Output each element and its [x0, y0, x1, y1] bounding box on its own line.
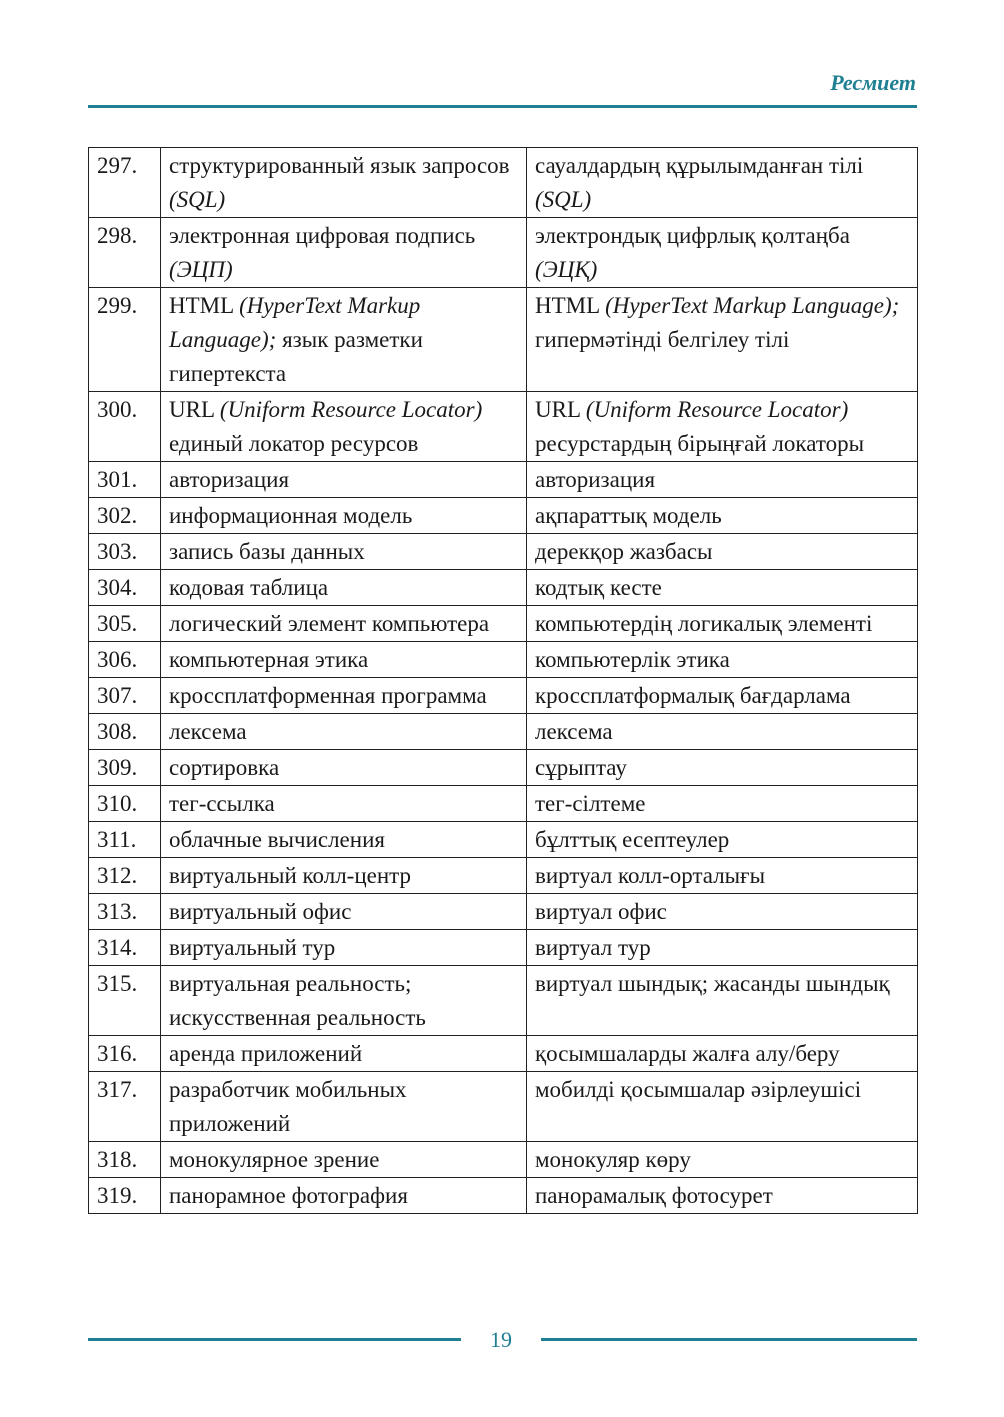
- term-russian: [161, 148, 527, 218]
- term-text: сортировка: [169, 755, 280, 780]
- term-number: 305.: [89, 606, 161, 642]
- term-kazakh: [527, 930, 918, 966]
- term-kazakh: [527, 822, 918, 858]
- term-abbreviation: (Uniform Resource Locator): [219, 397, 483, 422]
- table-row: [89, 786, 918, 822]
- term-text: кодтық кесте: [535, 575, 662, 600]
- term-russian: [161, 966, 527, 1036]
- term-russian: [161, 642, 527, 678]
- term-number: 314.: [89, 930, 161, 966]
- term-russian: [161, 858, 527, 894]
- term-russian: [161, 894, 527, 930]
- term-kazakh: [527, 750, 918, 786]
- term-russian: [161, 498, 527, 534]
- term-text: ақпараттық модель: [535, 503, 722, 528]
- term-russian: [161, 678, 527, 714]
- term-text: виртуал тур: [535, 935, 651, 960]
- term-kazakh: [527, 1036, 918, 1072]
- term-text: тег-ссылка: [169, 791, 275, 816]
- term-text: язык разметки гипертекста: [169, 327, 423, 386]
- term-text: структурированный язык запросов: [169, 153, 510, 178]
- term-kazakh: [527, 570, 918, 606]
- term-text: компьютерлік этика: [535, 647, 730, 672]
- term-kazakh: [527, 966, 918, 1036]
- table-row: [89, 894, 918, 930]
- term-russian: [161, 392, 527, 462]
- term-text: авторизация: [169, 467, 290, 492]
- term-text: сауалдардың құрылымданған тілі: [535, 153, 864, 178]
- table-row: [89, 822, 918, 858]
- term-number: 298.: [89, 218, 161, 288]
- term-number: 319.: [89, 1178, 161, 1214]
- term-abbreviation: (ЭЦП): [169, 257, 233, 282]
- term-text: кроссплатформенная программа: [169, 683, 487, 708]
- term-text: панорамалық фотосурет: [535, 1183, 773, 1208]
- term-number: 310.: [89, 786, 161, 822]
- glossary-table: [88, 147, 918, 1214]
- term-number: 313.: [89, 894, 161, 930]
- term-text: қосымшаларды жалға алу/беру: [535, 1041, 840, 1066]
- term-text: URL: [535, 397, 586, 422]
- table-row: [89, 714, 918, 750]
- term-abbreviation: (SQL): [535, 187, 592, 212]
- page-number: 19: [490, 1327, 512, 1352]
- term-kazakh: [527, 786, 918, 822]
- term-text: HTML: [169, 293, 240, 318]
- table-row: [89, 392, 918, 462]
- term-russian: [161, 606, 527, 642]
- term-kazakh: [527, 894, 918, 930]
- footer-divider-left: [88, 1338, 461, 1341]
- term-abbreviation: (HyperText Markup Language);: [169, 293, 421, 352]
- table-row: [89, 1036, 918, 1072]
- term-text: монокулярное зрение: [169, 1147, 380, 1172]
- term-russian: [161, 930, 527, 966]
- running-header-title: Ресмиет: [830, 70, 916, 95]
- table-row: [89, 288, 918, 392]
- term-kazakh: [527, 462, 918, 498]
- term-kazakh: [527, 858, 918, 894]
- term-number: 306.: [89, 642, 161, 678]
- term-number: 312.: [89, 858, 161, 894]
- term-kazakh: [527, 1072, 918, 1142]
- term-number: 311.: [89, 822, 161, 858]
- term-kazakh: [527, 148, 918, 218]
- term-text: облачные вычисления: [169, 827, 385, 852]
- term-number: 309.: [89, 750, 161, 786]
- term-text: виртуал офис: [535, 899, 667, 924]
- term-number: 299.: [89, 288, 161, 392]
- term-text: виртуальный офис: [169, 899, 352, 924]
- term-number: 297.: [89, 148, 161, 218]
- term-text: электрондық цифрлық қолтаңба: [535, 223, 850, 248]
- term-number: 307.: [89, 678, 161, 714]
- term-kazakh: [527, 642, 918, 678]
- term-russian: [161, 288, 527, 392]
- term-kazakh: [527, 498, 918, 534]
- term-number: 308.: [89, 714, 161, 750]
- table-row: [89, 148, 918, 218]
- term-text: авторизация: [535, 467, 656, 492]
- term-abbreviation: (SQL): [169, 187, 226, 212]
- table-row: [89, 930, 918, 966]
- table-row: [89, 534, 918, 570]
- term-text: панорамное фотография: [169, 1183, 408, 1208]
- table-row: [89, 642, 918, 678]
- term-number: 302.: [89, 498, 161, 534]
- header-divider: [88, 105, 917, 108]
- term-text: виртуал шындық; жасанды шындық: [535, 971, 890, 996]
- table-row: [89, 570, 918, 606]
- term-number: 303.: [89, 534, 161, 570]
- term-text: виртуальная реальность; искусственная реальность: [169, 971, 426, 1030]
- table-row: [89, 858, 918, 894]
- term-russian: [161, 1178, 527, 1214]
- term-text: разработчик мобильных приложений: [169, 1077, 407, 1136]
- term-text: кодовая таблица: [169, 575, 329, 600]
- term-russian: [161, 462, 527, 498]
- table-row: [89, 606, 918, 642]
- term-text: HTML: [535, 293, 606, 318]
- term-russian: [161, 714, 527, 750]
- term-text: кроссплатформалық бағдарлама: [535, 683, 851, 708]
- term-text: единый локатор ресурсов: [169, 431, 419, 456]
- term-text: компьютерная этика: [169, 647, 369, 672]
- term-kazakh: [527, 714, 918, 750]
- term-text: сұрыптау: [535, 755, 627, 780]
- term-text: гипермәтінді белгілеу тілі: [535, 327, 790, 352]
- term-text: запись базы данных: [169, 539, 365, 564]
- term-kazakh: [527, 1142, 918, 1178]
- term-number: 318.: [89, 1142, 161, 1178]
- table-row: [89, 1072, 918, 1142]
- term-kazakh: [527, 606, 918, 642]
- footer-divider-right: [541, 1338, 917, 1341]
- term-russian: [161, 534, 527, 570]
- term-text: дерекқор жазбасы: [535, 539, 713, 564]
- term-russian: [161, 218, 527, 288]
- term-number: 316.: [89, 1036, 161, 1072]
- table-row: [89, 218, 918, 288]
- term-text: компьютердің логикалық элементі: [535, 611, 873, 636]
- term-text: бұлттық есептеулер: [535, 827, 730, 852]
- table-row: [89, 498, 918, 534]
- term-text: лексема: [169, 719, 247, 744]
- table-row: [89, 966, 918, 1036]
- term-number: 304.: [89, 570, 161, 606]
- glossary-table-body: [89, 148, 918, 1214]
- term-kazakh: [527, 1178, 918, 1214]
- term-russian: [161, 1142, 527, 1178]
- term-abbreviation: (HyperText Markup Language);: [605, 293, 900, 318]
- table-row: [89, 1142, 918, 1178]
- term-text: лексема: [535, 719, 613, 744]
- table-row: [89, 678, 918, 714]
- table-row: [89, 750, 918, 786]
- term-text: информационная модель: [169, 503, 413, 528]
- term-kazakh: [527, 678, 918, 714]
- table-row: [89, 1178, 918, 1214]
- term-russian: [161, 786, 527, 822]
- term-text: виртуальный тур: [169, 935, 336, 960]
- term-number: 315.: [89, 966, 161, 1036]
- term-russian: [161, 822, 527, 858]
- term-text: логический элемент компьютера: [169, 611, 490, 636]
- term-russian: [161, 570, 527, 606]
- term-text: тег-сілтеме: [535, 791, 646, 816]
- term-text: мобилді қосымшалар әзірлеушісі: [535, 1077, 862, 1102]
- term-text: ресурстардың бірыңғай локаторы: [535, 431, 865, 456]
- term-text: монокуляр көру: [535, 1147, 691, 1172]
- term-text: электронная цифровая подпись: [169, 223, 476, 248]
- term-text: аренда приложений: [169, 1041, 363, 1066]
- term-kazakh: [527, 392, 918, 462]
- term-number: 301.: [89, 462, 161, 498]
- term-number: 317.: [89, 1072, 161, 1142]
- term-kazakh: [527, 534, 918, 570]
- table-row: [89, 462, 918, 498]
- term-abbreviation: (ЭЦҚ): [535, 257, 598, 282]
- term-number: 300.: [89, 392, 161, 462]
- term-kazakh: [527, 288, 918, 392]
- term-russian: [161, 750, 527, 786]
- term-kazakh: [527, 218, 918, 288]
- term-russian: [161, 1072, 527, 1142]
- term-text: виртуальный колл-центр: [169, 863, 411, 888]
- term-text: URL: [169, 397, 220, 422]
- term-russian: [161, 1036, 527, 1072]
- term-text: виртуал колл-орталығы: [535, 863, 766, 888]
- term-abbreviation: (Uniform Resource Locator): [585, 397, 849, 422]
